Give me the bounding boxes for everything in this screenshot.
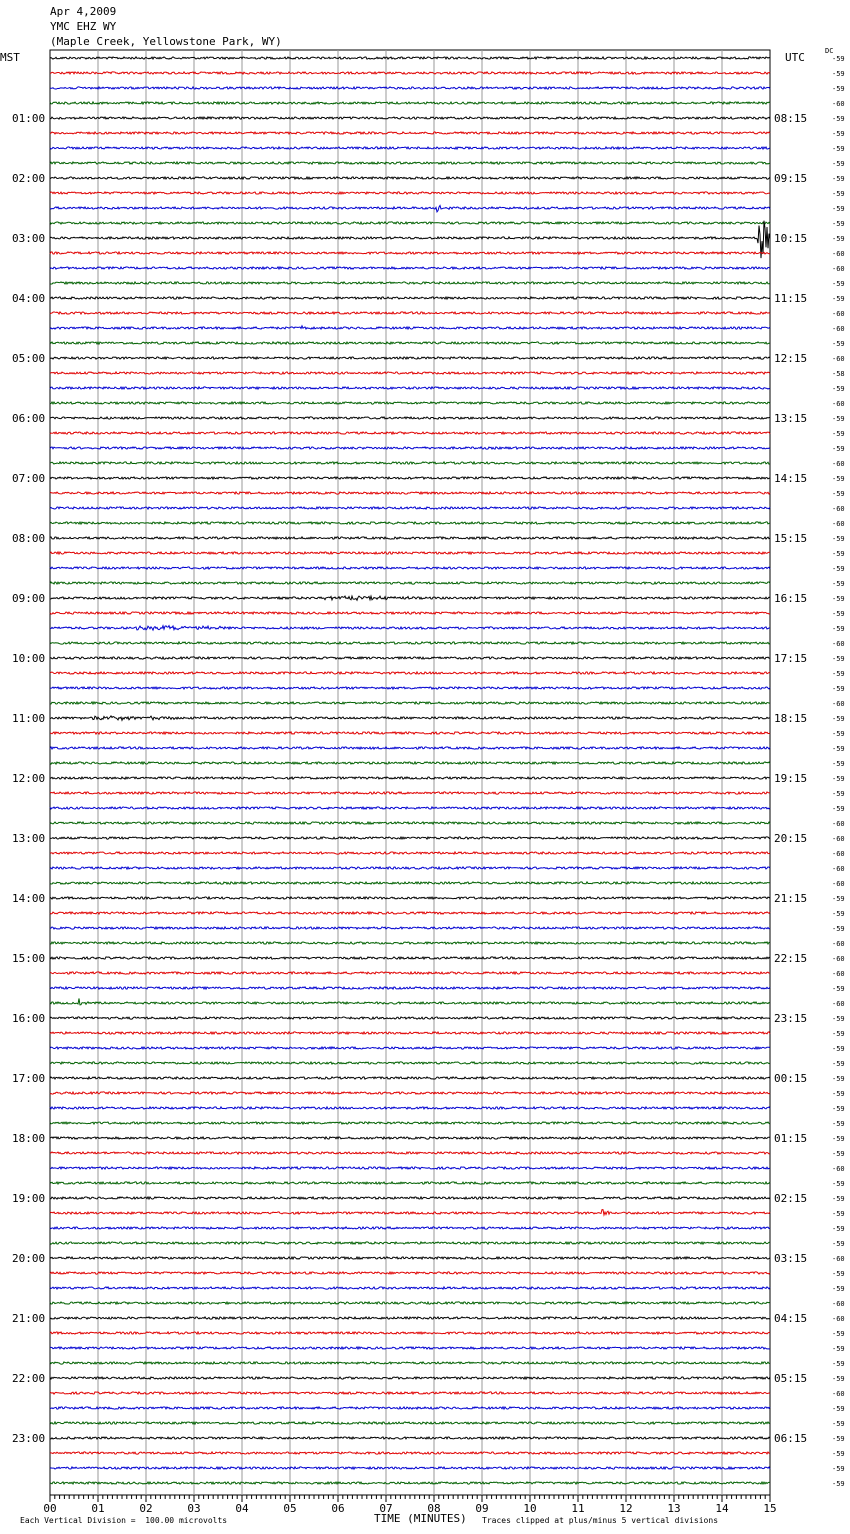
dc-offset-label: -59 <box>832 85 845 93</box>
mst-hour-label: 12:00 <box>12 772 46 785</box>
dc-offset-label: -60 <box>832 865 845 873</box>
dc-offset-label: -59 <box>832 1180 845 1188</box>
utc-hour-label: 18:15 <box>774 712 808 725</box>
dc-offset-label: -59 <box>832 625 845 633</box>
x-tick-label: 01 <box>91 1502 105 1515</box>
mst-hour-label: 18:00 <box>12 1132 46 1145</box>
dc-offset-label: -59 <box>832 1240 845 1248</box>
clip-note: Traces clipped at plus/minus 5 vertical divisions <box>482 1516 719 1525</box>
utc-hour-label: 11:15 <box>774 292 808 305</box>
plot-frame <box>50 50 770 1495</box>
utc-hour-label: 09:15 <box>774 172 808 185</box>
mst-hour-label: 20:00 <box>12 1252 46 1265</box>
x-tick-label: 09 <box>475 1502 489 1515</box>
x-tick-label: 10 <box>523 1502 537 1515</box>
x-tick-label: 07 <box>379 1502 393 1515</box>
utc-hour-label: 22:15 <box>774 952 808 965</box>
dc-offset-label: -59 <box>832 805 845 813</box>
dc-offset-label: -60 <box>832 850 845 858</box>
dc-offset-label: -59 <box>832 1015 845 1023</box>
dc-offset-label: -59 <box>832 895 845 903</box>
mst-hour-label: 17:00 <box>12 1072 46 1085</box>
dc-offset-label: -59 <box>832 655 845 663</box>
dc-offset-label: -59 <box>832 295 845 303</box>
mst-hour-label: 02:00 <box>12 172 46 185</box>
dc-offset-label: -60 <box>832 955 845 963</box>
utc-hour-label: 16:15 <box>774 592 808 605</box>
mst-hour-label: 05:00 <box>12 352 46 365</box>
dc-offset-label: -59 <box>832 130 845 138</box>
mst-hour-label: 11:00 <box>12 712 46 725</box>
mst-hour-label: 21:00 <box>12 1312 46 1325</box>
x-tick-label: 06 <box>331 1502 345 1515</box>
mst-hour-label: 15:00 <box>12 952 46 965</box>
station-code: YMC EHZ WY <box>50 20 117 33</box>
utc-hour-label: 21:15 <box>774 892 808 905</box>
dc-offset-label: -59 <box>832 1330 845 1338</box>
dc-offset-label: -59 <box>832 790 845 798</box>
dc-offset-label: -59 <box>832 685 845 693</box>
dc-offset-label: -60 <box>832 1255 845 1263</box>
dc-offset-label: -60 <box>832 835 845 843</box>
utc-hour-label: 15:15 <box>774 532 808 545</box>
dc-offset-label: -59 <box>832 1135 845 1143</box>
dc-offset-label: -59 <box>832 610 845 618</box>
dc-offset-label: -60 <box>832 505 845 513</box>
dc-offset-label: -59 <box>832 70 845 78</box>
left-axis-timezone: MST <box>0 51 20 64</box>
dc-offset-label: -59 <box>832 1285 845 1293</box>
mst-hour-label: 19:00 <box>12 1192 46 1205</box>
dc-offset-label: -60 <box>832 880 845 888</box>
dc-offset-label: -60 <box>832 1315 845 1323</box>
dc-offset-label: -59 <box>832 595 845 603</box>
dc-offset-label: -60 <box>832 400 845 408</box>
mst-hour-label: 06:00 <box>12 412 46 425</box>
x-tick-label: 12 <box>619 1502 633 1515</box>
mst-hour-label: 13:00 <box>12 832 46 845</box>
dc-offset-label: -59 <box>832 175 845 183</box>
dc-offset-label: -59 <box>832 475 845 483</box>
dc-offset-label: -60 <box>832 640 845 648</box>
dc-offset-label: -59 <box>832 745 845 753</box>
dc-offset-label: -59 <box>832 1090 845 1098</box>
dc-offset-label: -59 <box>832 730 845 738</box>
mst-hour-label: 07:00 <box>12 472 46 485</box>
dc-offset-label: -59 <box>832 1420 845 1428</box>
dc-offset-label: -59 <box>832 1360 845 1368</box>
dc-offset-label: -59 <box>832 775 845 783</box>
dc-offset-label: -59 <box>832 670 845 678</box>
dc-offset-label: -59 <box>832 1105 845 1113</box>
utc-hour-label: 23:15 <box>774 1012 808 1025</box>
utc-hour-label: 03:15 <box>774 1252 808 1265</box>
utc-hour-label: 08:15 <box>774 112 808 125</box>
dc-offset-label: -58 <box>832 370 845 378</box>
dc-offset-label: -59 <box>832 1375 845 1383</box>
dc-offset-label: -59 <box>832 1210 845 1218</box>
dc-offset-label: -59 <box>832 760 845 768</box>
dc-offset-label: -60 <box>832 1165 845 1173</box>
mst-hour-label: 01:00 <box>12 112 46 125</box>
utc-hour-label: 13:15 <box>774 412 808 425</box>
dc-offset-label: -60 <box>832 970 845 978</box>
utc-hour-label: 17:15 <box>774 652 808 665</box>
dc-offset-label: -59 <box>832 220 845 228</box>
dc-offset-label: -59 <box>832 910 845 918</box>
mst-hour-label: 08:00 <box>12 532 46 545</box>
dc-offset-label: -59 <box>832 190 845 198</box>
dc-offset-label: -59 <box>832 1120 845 1128</box>
x-tick-label: 15 <box>763 1502 777 1515</box>
dc-offset-label: -59 <box>832 580 845 588</box>
utc-hour-label: 19:15 <box>774 772 808 785</box>
x-tick-label: 11 <box>571 1502 585 1515</box>
dc-offset-label: -60 <box>832 250 845 258</box>
dc-offset-label: -59 <box>832 1030 845 1038</box>
chart-date: Apr 4,2009 <box>50 5 117 18</box>
dc-offset-label: -59 <box>832 1465 845 1473</box>
mst-hour-label: 04:00 <box>12 292 46 305</box>
x-tick-label: 13 <box>667 1502 681 1515</box>
mst-hour-label: 03:00 <box>12 232 46 245</box>
dc-offset-label: -59 <box>832 280 845 288</box>
x-tick-label: 05 <box>283 1502 297 1515</box>
x-tick-label: 08 <box>427 1502 441 1515</box>
dc-offset-label: -59 <box>832 1225 845 1233</box>
mst-hour-label: 14:00 <box>12 892 46 905</box>
dc-offset-label: -59 <box>832 160 845 168</box>
dc-offset-label: -59 <box>832 1195 845 1203</box>
dc-offset-label: -59 <box>832 715 845 723</box>
dc-offset-label: -59 <box>832 565 845 573</box>
dc-offset-label: -59 <box>832 1405 845 1413</box>
x-tick-label: 00 <box>43 1502 57 1515</box>
dc-offset-label: -60 <box>832 520 845 528</box>
dc-offset-label: -59 <box>832 55 845 63</box>
mst-hour-label: 23:00 <box>12 1432 46 1445</box>
dc-offset-label: -59 <box>832 985 845 993</box>
dc-offset-label: -59 <box>832 415 845 423</box>
dc-offset-label: -59 <box>832 205 845 213</box>
x-axis-label: TIME (MINUTES) <box>374 1512 467 1525</box>
utc-hour-label: 06:15 <box>774 1432 808 1445</box>
utc-hour-label: 04:15 <box>774 1312 808 1325</box>
x-tick-label: 04 <box>235 1502 249 1515</box>
dc-offset-label: -59 <box>832 385 845 393</box>
dc-offset-label: -60 <box>832 700 845 708</box>
dc-offset-label: -59 <box>832 1435 845 1443</box>
utc-hour-label: 05:15 <box>774 1372 808 1385</box>
mst-hour-label: 10:00 <box>12 652 46 665</box>
x-tick-label: 03 <box>187 1502 201 1515</box>
utc-hour-label: 02:15 <box>774 1192 808 1205</box>
dc-offset-label: -59 <box>832 535 845 543</box>
dc-offset-label: -60 <box>832 820 845 828</box>
dc-offset-label: -59 <box>832 1150 845 1158</box>
x-tick-label: 02 <box>139 1502 153 1515</box>
dc-offset-label: -59 <box>832 1450 845 1458</box>
dc-offset-label: -60 <box>832 1000 845 1008</box>
dc-offset-label: -60 <box>832 940 845 948</box>
dc-offset-label: -59 <box>832 445 845 453</box>
scale-note: Each Vertical Division = 100.00 microvolts <box>20 1516 228 1525</box>
dc-offset-label: -59 <box>832 1075 845 1083</box>
utc-hour-label: 14:15 <box>774 472 808 485</box>
dc-offset-label: -59 <box>832 925 845 933</box>
dc-offset-label: -60 <box>832 1300 845 1308</box>
dc-offset-label: -60 <box>832 1390 845 1398</box>
dc-offset-label: -59 <box>832 340 845 348</box>
dc-offset-label: -60 <box>832 460 845 468</box>
dc-offset-label: -60 <box>832 355 845 363</box>
utc-hour-label: 20:15 <box>774 832 808 845</box>
dc-offset-label: -59 <box>832 1060 845 1068</box>
dc-offset-label: -60 <box>832 325 845 333</box>
dc-column-label: DC <box>825 47 834 55</box>
dc-offset-label: -59 <box>832 550 845 558</box>
utc-hour-label: 12:15 <box>774 352 808 365</box>
dc-offset-label: -59 <box>832 145 845 153</box>
mst-hour-label: 22:00 <box>12 1372 46 1385</box>
mst-hour-label: 16:00 <box>12 1012 46 1025</box>
dc-offset-label: -60 <box>832 265 845 273</box>
dc-offset-label: -59 <box>832 1480 845 1488</box>
dc-offset-label: -59 <box>832 1045 845 1053</box>
right-axis-timezone: UTC <box>785 51 805 64</box>
dc-offset-label: -60 <box>832 100 845 108</box>
mst-hour-label: 09:00 <box>12 592 46 605</box>
dc-offset-label: -59 <box>832 490 845 498</box>
dc-offset-label: -59 <box>832 115 845 123</box>
dc-offset-label: -59 <box>832 1345 845 1353</box>
dc-offset-label: -59 <box>832 430 845 438</box>
dc-offset-label: -60 <box>832 310 845 318</box>
x-tick-label: 14 <box>715 1502 729 1515</box>
utc-hour-label: 00:15 <box>774 1072 808 1085</box>
dc-offset-label: -59 <box>832 1270 845 1278</box>
station-location: (Maple Creek, Yellowstone Park, WY) <box>50 35 282 48</box>
utc-hour-label: 10:15 <box>774 232 808 245</box>
utc-hour-label: 01:15 <box>774 1132 808 1145</box>
dc-offset-label: -59 <box>832 235 845 243</box>
